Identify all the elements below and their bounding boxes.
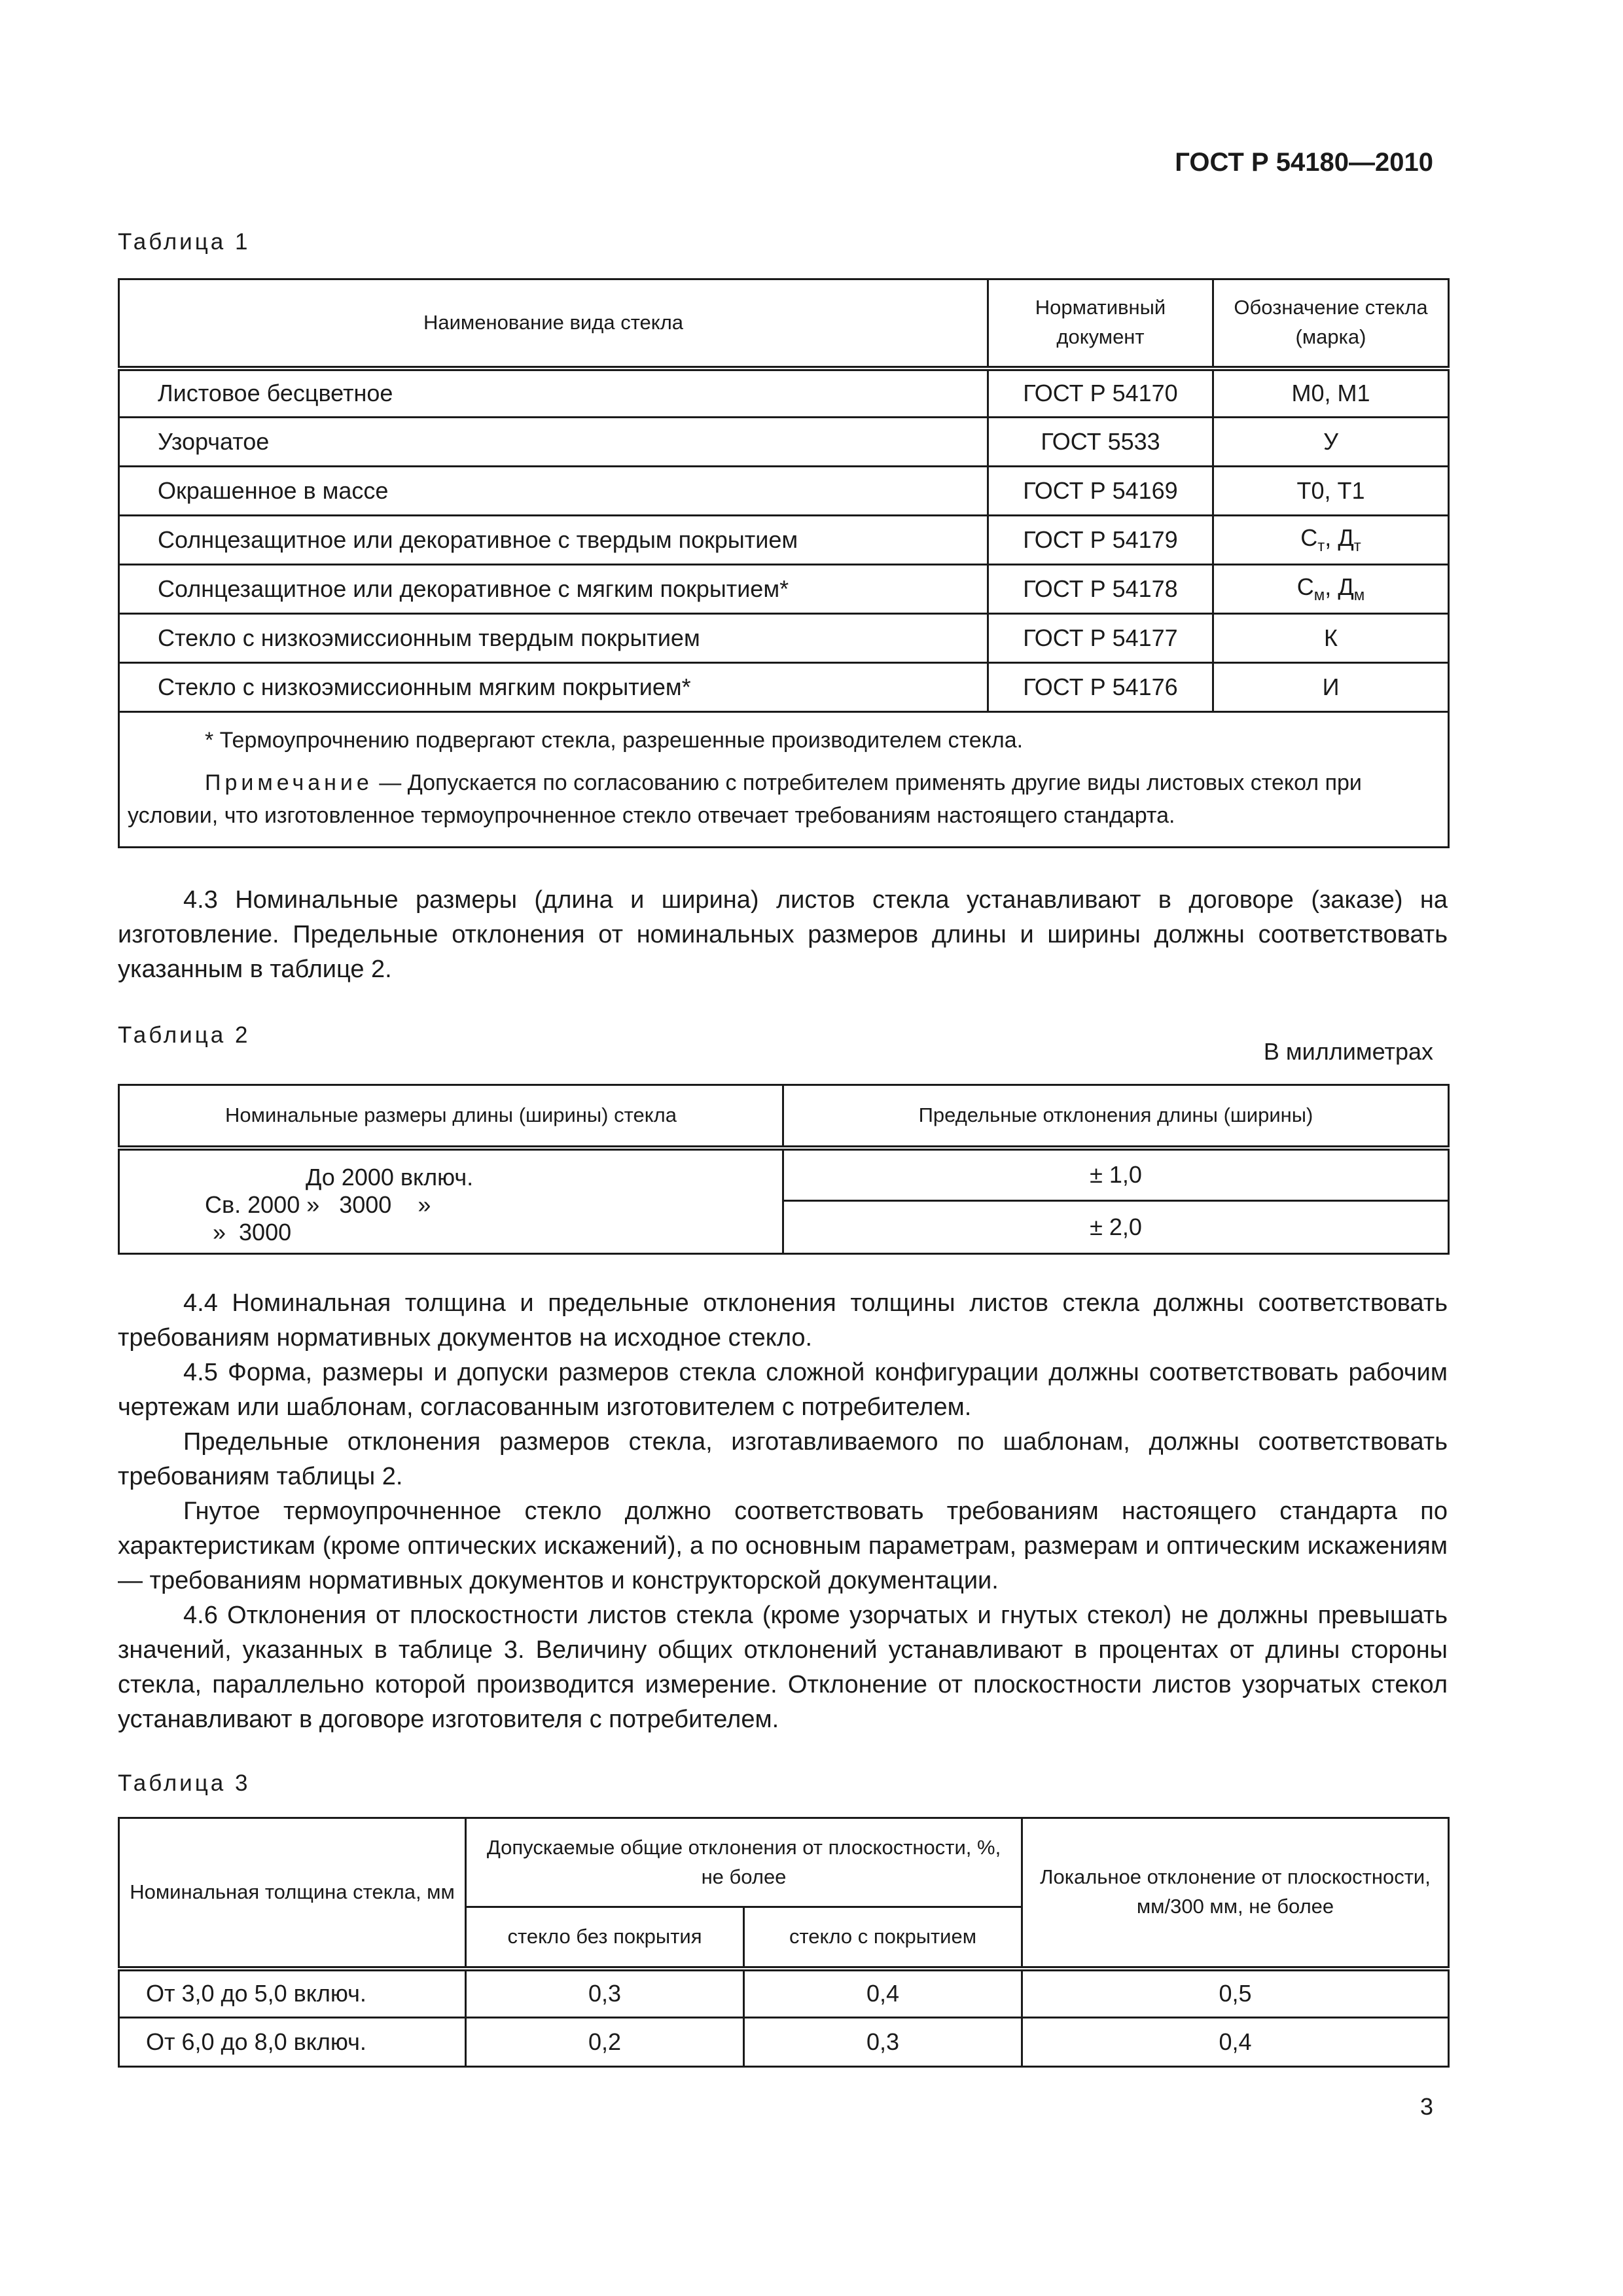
table2 (118, 1084, 1450, 1255)
thickness-cell: От 6,0 до 8,0 включ. (119, 2018, 466, 2067)
standard-doc-cell: ГОСТ Р 54179 (988, 516, 1213, 565)
table3-header-uncoated: стекло без покрытия (466, 1907, 744, 1969)
table1-header-row (119, 279, 1449, 368)
table1-note (128, 767, 1440, 832)
uncoated-cell: 0,2 (466, 2018, 744, 2067)
table1 (118, 278, 1450, 848)
glass-mark-cell: М0, М1 (1213, 368, 1449, 418)
thickness-cell: От 3,0 до 5,0 включ. (119, 1969, 466, 2018)
document-id-header: ГОСТ Р 54180—2010 (1175, 148, 1433, 177)
paragraph-4-6: 4.6 Отклонения от плоскостности листов стекла (кроме узорчатых и гнутых стекол) не должны превышать значений, указанных в таблице 3. Величину общих отклонений устанавливают в процентах от длины стороны стекла, параллельно которой производится измерение. Отклонение от плоскостности листов узорчатых стекол устанавливают в договоре изготовителя с потребителем. (118, 1602, 1448, 1733)
standard-doc-cell: ГОСТ Р 54176 (988, 663, 1213, 712)
local-deviation-cell: 0,4 (1022, 2018, 1449, 2067)
glass-mark-cell: У (1213, 418, 1449, 467)
table-row (119, 2018, 1449, 2067)
table-row (119, 368, 1449, 418)
table1-footnote: * Термоупрочнению подвергают стекла, разрешенные производителем стекла. (205, 728, 1024, 753)
table3-header-local: Локальное отклонение от плоскостности, мм/300 мм, не более (1022, 1818, 1449, 1969)
glass-type-cell: Стекло с низкоэмиссионным твердым покрытием (119, 614, 988, 663)
table2-header-deviation: Предельные отклонения длины (ширины) (783, 1085, 1449, 1148)
coated-cell: 0,3 (744, 2018, 1022, 2067)
glass-mark-cell: К (1213, 614, 1449, 663)
paragraph-4-3: 4.3 Номинальные размеры (длина и ширина) листов стекла устанавливают в договоре (заказе) на изготовление. Предельные отклонения от номинальных размеров длины и ширины должны соответствовать указанным в таблице 2. (118, 886, 1448, 983)
table-row (119, 663, 1449, 712)
table2-units: В миллиметрах (1263, 1038, 1433, 1065)
table-row (119, 1969, 1449, 2018)
table2-header-size: Номинальные размеры длины (ширины) стекла (119, 1085, 783, 1148)
table1-header-doc: Нормативный документ (988, 279, 1213, 368)
standard-doc-cell: ГОСТ Р 54177 (988, 614, 1213, 663)
paragraph-4-5-bent-glass: Гнутое термоупрочненное стекло должно соответствовать требованиям настоящего стандарта по характеристикам (кроме оптических искажений), а по основным параметрам, размерам и оптическим искажениям — требованиям нормативных документов и конструкторской документации. (118, 1498, 1448, 1594)
table3-header-coated: стекло с покрытием (744, 1907, 1022, 1969)
paragraph-4-5-templates: Предельные отклонения размеров стекла, изготавливаемого по шаблонам, должны соответствовать требованиям таблицы 2. (118, 1428, 1448, 1490)
uncoated-cell: 0,3 (466, 1969, 744, 2018)
paragraph-4-5: 4.5 Форма, размеры и допуски размеров стекла сложной конфигурации должны соответствовать рабочим чертежам или шаблонам, согласованным изготовителем с потребителем. (118, 1359, 1448, 1421)
table-row (119, 565, 1449, 614)
table3-header-general: Допускаемые общие отклонения от плоскостности, %, не более (466, 1818, 1022, 1907)
glass-type-cell: Солнцезащитное или декоративное с твердым покрытием (119, 516, 988, 565)
size-line: » 3000 (213, 1218, 292, 1246)
size-line: Св. 2000 » 3000 » (205, 1191, 431, 1218)
note-label: Примечание (205, 770, 373, 796)
local-deviation-cell: 0,5 (1022, 1969, 1449, 2018)
table-row (119, 418, 1449, 467)
deviation-cell: ± 2,0 (783, 1200, 1449, 1253)
table2-caption: Таблица 2 (118, 1022, 251, 1048)
standard-doc-cell: ГОСТ 5533 (988, 418, 1213, 467)
glass-type-cell: Солнцезащитное или декоративное с мягким покрытием* (119, 565, 988, 614)
table2-sizes-cell (119, 1148, 783, 1254)
size-line: До 2000 включ. (306, 1163, 474, 1191)
standard-doc-cell: ГОСТ Р 54170 (988, 368, 1213, 418)
coated-cell: 0,4 (744, 1969, 1022, 2018)
note-text: — Допускается по согласованию с потребителем применять другие виды листовых стекол при условии, что изготовленное термоупрочненное стекло отвечает требованиям настоящего стандарта. (128, 770, 1362, 828)
glass-mark-cell: $С_м$, $Д_м$ (1213, 565, 1449, 614)
table3-header-row (119, 1818, 1449, 1907)
glass-mark-cell: $С_т$, $Д_т$ (1213, 516, 1449, 565)
table2-header-row (119, 1085, 1449, 1148)
standard-doc-cell: ГОСТ Р 54169 (988, 467, 1213, 516)
glass-type-cell: Узорчатое (119, 418, 988, 467)
table1-header-mark: Обозначение стекла (марка) (1213, 279, 1449, 368)
paragraph-4-4: 4.4 Номинальная толщина и предельные отклонения толщины листов стекла должны соответствовать требованиям нормативных документов на исходное стекло. (118, 1289, 1448, 1352)
glass-mark-cell: И (1213, 663, 1449, 712)
deviation-cell: ± 1,0 (783, 1148, 1449, 1201)
table-row (119, 516, 1449, 565)
table1-footnotes (119, 712, 1449, 848)
table1-caption: Таблица 1 (118, 229, 251, 255)
page-number: 3 (1419, 2093, 1433, 2120)
table1-header-name: Наименование вида стекла (119, 279, 988, 368)
table3-caption: Таблица 3 (118, 1770, 251, 1796)
table-row (119, 1148, 1449, 1201)
table3 (118, 1817, 1450, 2068)
glass-type-cell: Стекло с низкоэмиссионным мягким покрытием* (119, 663, 988, 712)
table1-footer-row (119, 712, 1449, 848)
standard-doc-cell: ГОСТ Р 54178 (988, 565, 1213, 614)
table-row (119, 614, 1449, 663)
table-row (119, 467, 1449, 516)
glass-mark-cell: Т0, Т1 (1213, 467, 1449, 516)
glass-type-cell: Окрашенное в массе (119, 467, 988, 516)
glass-type-cell: Листовое бесцветное (119, 368, 988, 418)
table3-header-thickness: Номинальная толщина стекла, мм (119, 1818, 466, 1969)
